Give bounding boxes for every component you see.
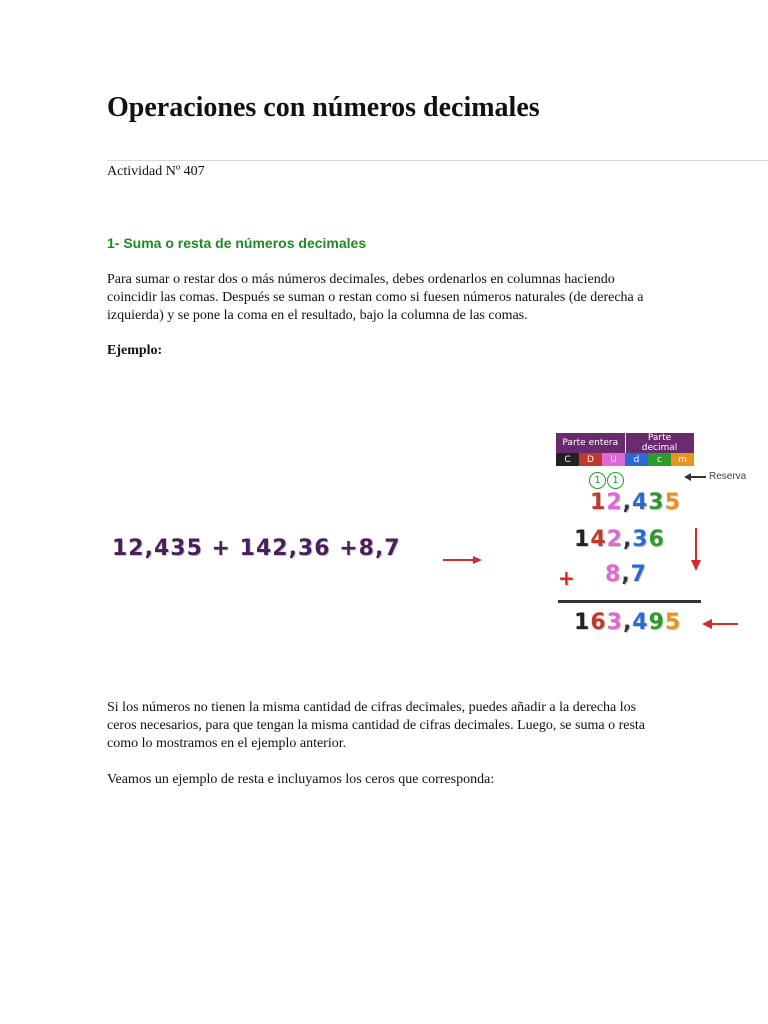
digit: 3 [606,610,623,635]
digit: 1 [590,490,607,515]
decimal-comma: , [622,490,632,515]
place-value-column: m [671,453,694,466]
carry-digit: 1 [589,472,606,489]
place-value-column: d [625,453,648,466]
arrow-left-icon [702,618,738,630]
digit: 6 [590,610,607,635]
digit: 5 [664,490,681,515]
decimal-comma: , [621,562,631,587]
paragraph-subtraction-intro: Veamos un ejemplo de resta e incluyamos los ceros que corresponda: [107,772,495,787]
digit: 5 [664,610,682,635]
sum-result [574,610,681,635]
arrow-left-icon [684,472,706,482]
addend-3 [605,562,647,587]
plus-sign: + [558,566,576,590]
digit: 3 [648,490,665,515]
digit: 6 [648,527,665,552]
arrow-right-icon [443,555,483,565]
place-value-column: U [602,453,625,466]
header-integer-part: Parte entera [556,433,625,453]
decimal-comma: , [622,527,633,552]
reserve-label: Reserva [709,471,747,482]
place-value-column: D [579,453,602,466]
digit: 2 [606,490,623,515]
section-paragraph: Para sumar o restar dos o más números decimales, debes ordenarlos en columnas haciendo coincidir las comas. Después se suman o restan como si fuesen números naturales (de derecha a izquierda) y se pone la coma en el resultado, bajo la columna de las comas. [107,272,644,323]
paragraph-zero-padding: Si los números no tienen la misma cantidad de cifras decimales, puedes añadir a la derecha los ceros necesarios, para que tengan la misma cantidad de cifras decimales. Luego, se suma o resta como lo mostramos en el ejemplo anterior. [107,700,646,751]
digit: 4 [632,610,649,635]
digit: 9 [648,610,665,635]
digit: 2 [606,527,623,552]
digit: 1 [574,527,591,552]
sum-line [558,600,701,603]
addend-2 [574,527,665,552]
header-decimal-part: Parte decimal [625,433,694,453]
example-label: Ejemplo: [107,343,163,358]
activity-number: Actividad Nº 407 [107,164,205,179]
digit: 4 [631,490,649,515]
page-title: Operaciones con números decimales [107,92,540,123]
decimal-comma: , [622,610,633,635]
section-heading: 1- Suma o resta de números decimales [107,235,367,251]
digit: 4 [590,527,607,552]
addend-1 [590,490,681,515]
digit: 7 [630,562,647,587]
place-value-column: c [648,453,671,466]
carry-digit: 1 [607,472,624,489]
example-expression: 12,435 + 142,36 +8,7 [112,536,401,561]
digit: 8 [605,562,622,587]
place-value-header [556,433,695,466]
place-value-column: C [556,453,579,466]
place-value-columns [556,453,694,466]
digit: 3 [632,527,649,552]
arrow-down-icon [689,528,703,572]
title-divider [107,160,768,161]
digit: 1 [574,610,591,635]
